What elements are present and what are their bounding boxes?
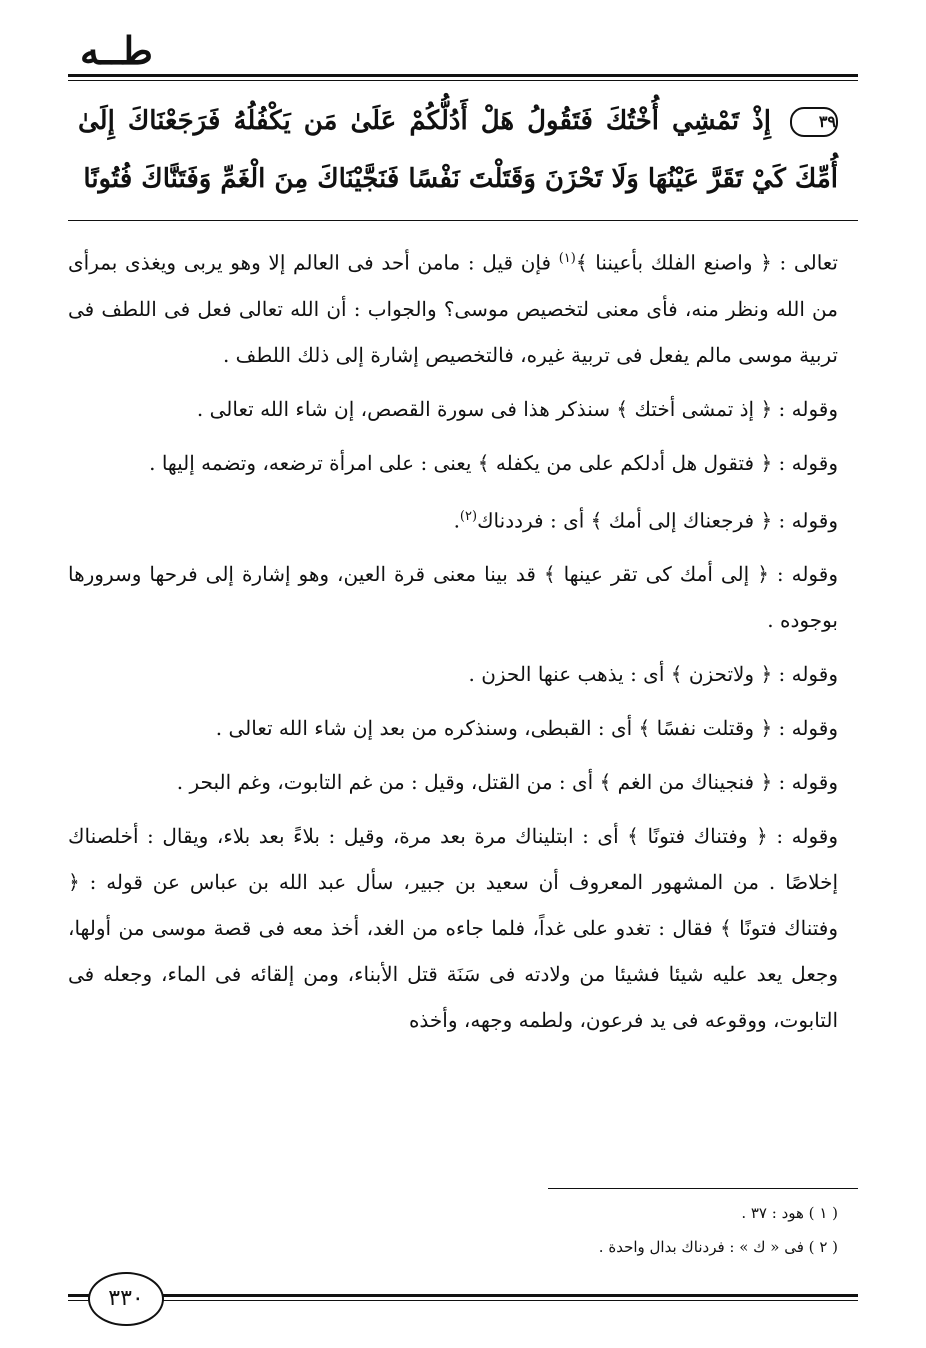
paragraph: وقوله : ﴿ ولاتحزن ﴾ أى : يذهب عنها الحزن . bbox=[468, 662, 838, 687]
footnote-ref: (١) bbox=[558, 251, 576, 266]
verse-text: إِذْ تَمْشِي أُخْتُكَ فَتَقُولُ هَلْ أَدُلُّكُمْ عَلَىٰ مَن يَكْفُلُهُ فَرَجَعْنَاكَ إِلَىٰ أُمِّكَ كَيْ تَقَرَّ عَيْنُهَا وَلَا تَحْزَنَ وَقَتَلْتَ نَفْسًا فَنَجَّيْنَاكَ مِنَ الْغَمِّ وَفَتَنَّاكَ فُتُونًا bbox=[78, 106, 838, 194]
footnote-2: ( ٢ ) فى « ك » : فردناك بدال واحدة . bbox=[598, 1238, 838, 1256]
paragraph: تعالى : ﴿ واصنع الفلك بأعيننا ﴾$^{(١)}$ فإن قيل : مامن أحد فى العالم إلا وهو يربى ويغذى بمرأى من الله ونظر منه، فأى معنى لتخصيص موسى؟ والجواب : أن الله تعالى فعل فى اللطف فى تربية موسى مالم يفعل فى تربية غيره، فالتخصيص إشارة إلى ذلك اللطف . bbox=[68, 250, 838, 367]
paragraph: وقوله : ﴿ وقتلت نفسًا ﴾ أى : القبطى، وسنذكره من بعد إن شاء الله تعالى . bbox=[215, 716, 838, 741]
footer-rule-thin bbox=[68, 1300, 858, 1301]
footnote-separator bbox=[548, 1188, 858, 1189]
verse-separator-rule bbox=[68, 220, 858, 221]
page-number: ٣٣٠ bbox=[88, 1272, 164, 1326]
surah-title: طــه bbox=[80, 28, 153, 73]
footnote-ref: (٢) bbox=[459, 508, 478, 524]
paragraph: وقوله : ﴿ إلى أمك كى تقر عينها ﴾ قد بينا معنى قرة العين، وهو إشارة إلى فرحها وسرورها بوجوده . bbox=[68, 562, 838, 633]
header-rule-thin bbox=[68, 80, 858, 81]
footnote-1: ( ١ ) هود : ٣٧ . bbox=[741, 1204, 838, 1222]
footer-rule-thick bbox=[68, 1294, 858, 1297]
paragraph: وقوله : ﴿ إذ تمشى أختك ﴾ سنذكر هذا فى سورة القصص، إن شاء الله تعالى . bbox=[196, 396, 838, 421]
footnotes bbox=[68, 1196, 838, 1264]
paragraph: وقوله : ﴿ وفتناك فتونًا ﴾ أى : ابتليناك مرة بعد مرة، وقيل : بلاءً بعد بلاء، ويقال : أخلصناك إخلاصًا . من المشهور المعروف أن سعيد بن جبير، سأل عبد الله بن عباس عن قوله : ﴿ وفتناك فتونًا ﴾ فقال : تغدو على غداً، فلما جاءه من الغد، أخذ معه فى قصة موسى من أولها، وجعل يعد عليه شيئا فشيئا من ولادته فى سَنَة قتل الأبناء، ومن إلقائه فى الماء، وجعله فى التابوت، ووقوعه فى يد فرعون، ولطمه وجهه، وأخذه bbox=[68, 824, 838, 1033]
verse-number-badge: ٣٩ bbox=[790, 107, 838, 137]
paragraph: وقوله : ﴿ فنجيناك من الغم ﴾ أى : من القتل، وقيل : من غم التابوت، وغم البحر . bbox=[176, 770, 838, 795]
paragraph: وقوله : ﴿ فرجعناك إلى أمك ﴾ أى : فرددناك$^{(٢)}$. bbox=[453, 508, 838, 533]
quran-verse bbox=[78, 92, 838, 208]
tafsir-body bbox=[68, 236, 838, 1051]
header-rule-thick bbox=[68, 74, 858, 77]
paragraph: وقوله : ﴿ فتقول هل أدلكم على من يكفله ﴾ يعنى : على امرأة ترضعه، وتضمه إليها . bbox=[149, 450, 838, 475]
